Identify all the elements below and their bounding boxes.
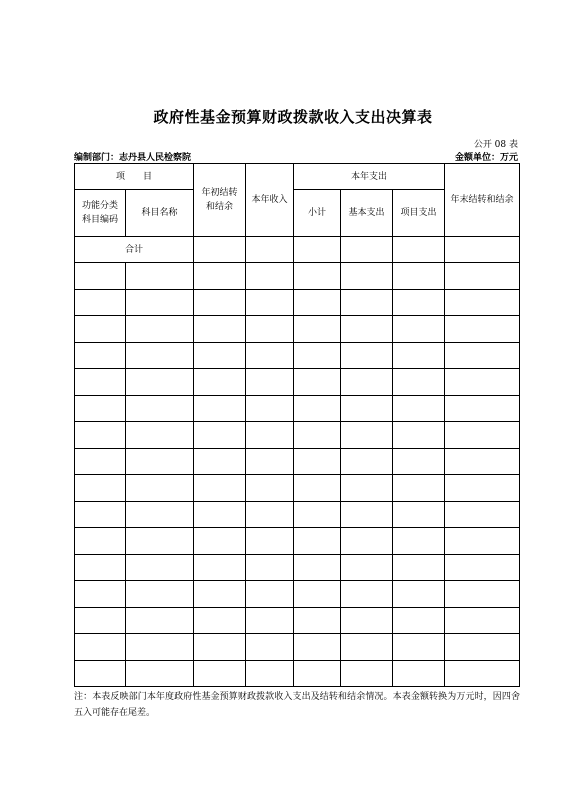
table-cell: [246, 395, 294, 422]
header-basic-exp: 基本支出: [341, 190, 393, 237]
header-begin-balance: 年初结转和结余: [194, 164, 246, 237]
table-cell: [445, 660, 520, 687]
table-cell: [246, 316, 294, 343]
table-row: [75, 475, 520, 502]
table-cell: [75, 660, 126, 687]
table-cell: [445, 395, 520, 422]
table-cell: [194, 422, 246, 449]
table-cell: [341, 316, 393, 343]
table-cell: [75, 475, 126, 502]
table-cell: [194, 607, 246, 634]
table-cell: [75, 289, 126, 316]
total-cell: [294, 237, 341, 263]
table-cell: [246, 342, 294, 369]
table-cell: [341, 395, 393, 422]
budget-table: [74, 163, 520, 687]
table-cell: [126, 528, 194, 555]
table-cell: [445, 554, 520, 581]
total-cell: [246, 237, 294, 263]
table-cell: [341, 289, 393, 316]
header-end-balance: 年末结转和结余: [445, 164, 520, 237]
total-cell: [445, 237, 520, 263]
table-cell: [341, 634, 393, 661]
table-cell: [75, 342, 126, 369]
table-cell: [194, 369, 246, 396]
table-cell: [75, 422, 126, 449]
table-cell: [445, 316, 520, 343]
table-cell: [341, 263, 393, 290]
table-cell: [246, 634, 294, 661]
table-cell: [393, 316, 445, 343]
table-cell: [294, 395, 341, 422]
table-row: [75, 263, 520, 290]
total-cell: [341, 237, 393, 263]
table-row: [75, 634, 520, 661]
table-cell: [246, 501, 294, 528]
page-title: 政府性基金预算财政拨款收入支出决算表: [153, 108, 433, 126]
table-cell: [294, 263, 341, 290]
table-row: [75, 554, 520, 581]
table-cell: [126, 369, 194, 396]
header-subject-name: 科目名称: [126, 190, 194, 237]
table-cell: [341, 448, 393, 475]
table-cell: [445, 369, 520, 396]
header-project-exp: 项目支出: [393, 190, 445, 237]
table-cell: [194, 448, 246, 475]
table-cell: [126, 448, 194, 475]
table-cell: [393, 581, 445, 608]
table-row: [75, 660, 520, 687]
table-cell: [393, 501, 445, 528]
table-cell: [194, 263, 246, 290]
table-cell: [126, 554, 194, 581]
table-cell: [126, 316, 194, 343]
form-number: 公开 08 表: [473, 140, 518, 150]
table-cell: [294, 475, 341, 502]
table-cell: [194, 316, 246, 343]
table-cell: [194, 634, 246, 661]
table-cell: [75, 263, 126, 290]
table-cell: [246, 289, 294, 316]
table-cell: [294, 422, 341, 449]
table-cell: [194, 554, 246, 581]
table-cell: [194, 395, 246, 422]
table-cell: [126, 342, 194, 369]
table-cell: [75, 369, 126, 396]
table-cell: [294, 554, 341, 581]
table-cell: [75, 448, 126, 475]
table-cell: [126, 422, 194, 449]
table-row: [75, 501, 520, 528]
table-cell: [445, 581, 520, 608]
table-cell: [75, 634, 126, 661]
table-cell: [341, 607, 393, 634]
table-cell: [393, 422, 445, 449]
table-cell: [445, 475, 520, 502]
table-cell: [341, 342, 393, 369]
table-row: [75, 581, 520, 608]
table-cell: [294, 634, 341, 661]
table-cell: [393, 369, 445, 396]
table-cell: [194, 581, 246, 608]
table-cell: [393, 263, 445, 290]
table-row: [75, 369, 520, 396]
table-cell: [393, 448, 445, 475]
table-cell: [445, 448, 520, 475]
table-cell: [126, 581, 194, 608]
table-cell: [246, 607, 294, 634]
table-cell: [393, 528, 445, 555]
header-func-code: 功能分类科目编码: [75, 190, 126, 237]
table-cell: [246, 660, 294, 687]
table-cell: [294, 501, 341, 528]
total-label: 合计: [75, 237, 194, 263]
table-row: [75, 528, 520, 555]
table-cell: [75, 528, 126, 555]
header-expenditure: 本年支出: [294, 164, 445, 190]
table-cell: [126, 634, 194, 661]
table-cell: [294, 607, 341, 634]
table-cell: [194, 501, 246, 528]
table-cell: [194, 528, 246, 555]
table-row: [75, 448, 520, 475]
unit-label: 金额单位：万元: [454, 153, 518, 163]
table-cell: [294, 581, 341, 608]
table-cell: [126, 395, 194, 422]
table-cell: [341, 422, 393, 449]
table-cell: [294, 448, 341, 475]
table-cell: [393, 475, 445, 502]
header-subtotal: 小计: [294, 190, 341, 237]
table-cell: [294, 289, 341, 316]
table-cell: [341, 369, 393, 396]
total-row: [75, 237, 520, 263]
table-cell: [294, 660, 341, 687]
table-cell: [294, 369, 341, 396]
header-income: 本年收入: [246, 164, 294, 237]
table-cell: [126, 501, 194, 528]
table-cell: [393, 607, 445, 634]
table-cell: [246, 581, 294, 608]
total-cell: [194, 237, 246, 263]
table-cell: [75, 316, 126, 343]
total-cell: [393, 237, 445, 263]
table-cell: [445, 607, 520, 634]
table-cell: [246, 554, 294, 581]
table-cell: [341, 475, 393, 502]
table-cell: [393, 660, 445, 687]
table-cell: [445, 422, 520, 449]
table-cell: [75, 554, 126, 581]
table-cell: [341, 581, 393, 608]
table-cell: [246, 528, 294, 555]
table-cell: [445, 528, 520, 555]
table-cell: [341, 528, 393, 555]
table-cell: [294, 528, 341, 555]
table-cell: [294, 342, 341, 369]
table-cell: [75, 581, 126, 608]
department-label: 编制部门：志丹县人民检察院: [74, 153, 192, 163]
table-note: 注：本表反映部门本年度政府性基金预算财政拨款收入支出及结转和结余情况。本表金额转换为万元时，因四舍五入可能存在尾差。: [74, 692, 520, 718]
table-cell: [246, 263, 294, 290]
table-cell: [445, 501, 520, 528]
table-cell: [126, 607, 194, 634]
table-row: [75, 395, 520, 422]
table-row: [75, 289, 520, 316]
table-cell: [126, 263, 194, 290]
table-cell: [194, 475, 246, 502]
table-cell: [194, 342, 246, 369]
table-cell: [194, 289, 246, 316]
table-cell: [246, 448, 294, 475]
header-item: 项 目: [75, 164, 194, 190]
table-cell: [126, 660, 194, 687]
table-cell: [393, 395, 445, 422]
table-cell: [126, 289, 194, 316]
table-cell: [445, 634, 520, 661]
table-cell: [393, 554, 445, 581]
table-cell: [445, 289, 520, 316]
table-cell: [393, 342, 445, 369]
table-cell: [194, 660, 246, 687]
table-cell: [341, 660, 393, 687]
table-cell: [246, 369, 294, 396]
table-cell: [393, 634, 445, 661]
table-cell: [246, 422, 294, 449]
table-row: [75, 342, 520, 369]
table-row: [75, 422, 520, 449]
table-cell: [393, 289, 445, 316]
table-cell: [126, 475, 194, 502]
table-cell: [75, 607, 126, 634]
table-cell: [246, 475, 294, 502]
table-cell: [75, 501, 126, 528]
table-cell: [341, 501, 393, 528]
table-row: [75, 316, 520, 343]
table-cell: [75, 395, 126, 422]
table-cell: [341, 554, 393, 581]
table-row: [75, 607, 520, 634]
table-cell: [294, 316, 341, 343]
table-cell: [445, 263, 520, 290]
table-cell: [445, 342, 520, 369]
